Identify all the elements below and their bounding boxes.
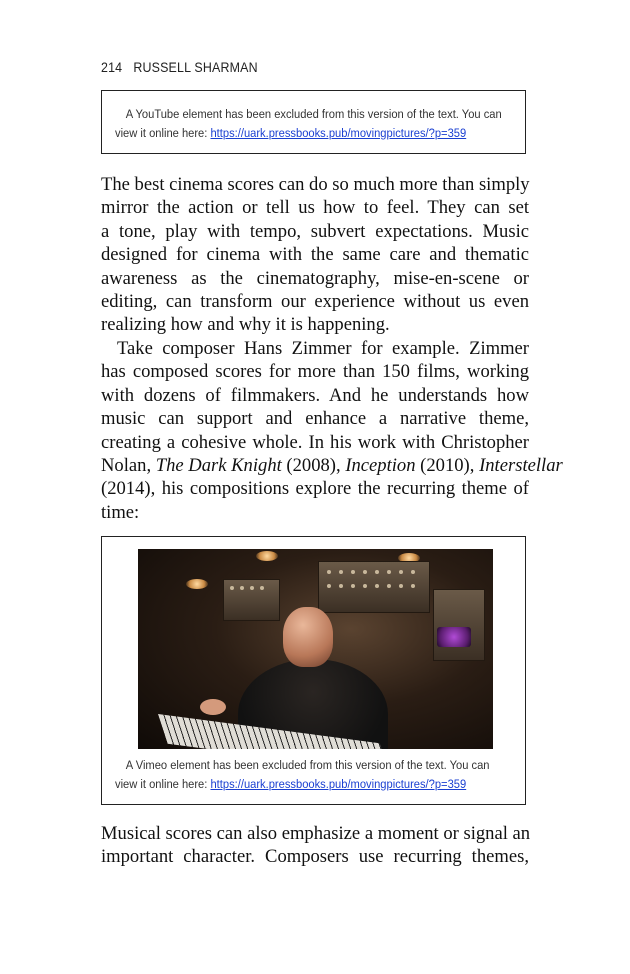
paragraph-line: designed for cinema with the same care and thematic (101, 244, 529, 266)
running-head (101, 60, 258, 75)
film-title-inception: Inception (345, 455, 416, 477)
paragraph-line: important character. Composers use recurring themes, (101, 846, 529, 868)
youtube-notice-text: A YouTube element has been excluded from this version of the text. You can (125, 107, 502, 121)
paragraph-line: has composed scores for more than 150 films, working (101, 361, 529, 383)
paragraph-best-scores (101, 173, 529, 337)
paragraph-line: (2014), his compositions explore the recurring theme of (101, 478, 529, 500)
text-nolan: Nolan, (101, 455, 156, 477)
vimeo-notice-text: A Vimeo element has been excluded from this version of the text. You can (125, 758, 490, 772)
youtube-link[interactable]: https://uark.pressbooks.pub/movingpictures/?p=359 (210, 126, 467, 140)
vimeo-notice-prefix: view it online here: (115, 777, 211, 791)
vimeo-link[interactable]: https://uark.pressbooks.pub/movingpictures/?p=359 (210, 777, 467, 791)
paragraph-line: Musical scores can also emphasize a moment or signal an (101, 823, 531, 844)
youtube-notice-line2 (115, 124, 515, 143)
paragraph-line: The best cinema scores can do so much more than simply (101, 174, 530, 195)
paragraph-line: with dozens of filmmakers. And he understands how (101, 384, 529, 406)
film-title-dark-knight: The Dark Knight (155, 455, 282, 477)
paragraph-hans-zimmer (101, 337, 563, 524)
page-number: 214 (101, 60, 123, 75)
vimeo-notice-line2 (115, 775, 547, 794)
year-2008: (2008), (281, 455, 346, 477)
paragraph-line: music can support and enhance a narrative theme, (101, 408, 529, 430)
paragraph-line: editing, can transform our experience without us even (101, 291, 529, 313)
paragraph-line: time: (101, 501, 140, 523)
youtube-notice-prefix: view it online here: (115, 126, 211, 140)
paragraph-line: a tone, play with tempo, subvert expectations. Music (101, 220, 529, 242)
paragraph-line: awareness as the cinematography, mise-en-scene or (101, 267, 529, 289)
author-name: RUSSELL SHARMAN (133, 60, 258, 75)
youtube-excluded-notice (101, 90, 526, 154)
paragraph-line-films (101, 454, 563, 477)
film-title-interstellar: Interstellar (479, 455, 563, 477)
paragraph-musical-scores (101, 822, 529, 869)
paragraph-line: creating a cohesive whole. In his work with Christopher (101, 431, 529, 453)
paragraph-line: mirror the action or tell us how to feel. They can set (101, 197, 529, 219)
year-2010: (2010), (415, 455, 480, 477)
vimeo-excluded-notice (101, 536, 526, 805)
paragraph-line: realizing how and why it is happening. (101, 314, 390, 336)
paragraph-line: Take composer Hans Zimmer for example. Zimmer (117, 338, 529, 359)
video-thumbnail[interactable] (138, 549, 493, 749)
